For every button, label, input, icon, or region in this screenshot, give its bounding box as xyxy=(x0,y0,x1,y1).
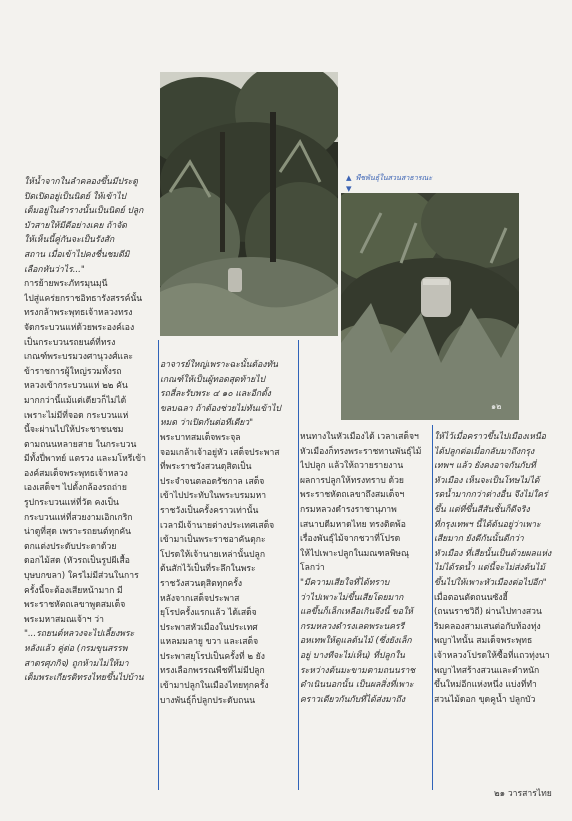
text-line: โปรดให้เจ้านายเหล่านั้นปลูก xyxy=(160,549,266,560)
text-line: เข้ามาเป็นพระราชอาคันตุกะ xyxy=(160,535,266,546)
text-line: ทรงเลือกพรรณพืชที่ไม่มีปลูก xyxy=(160,666,265,677)
text-line: หลังจากเสด็จประพาส xyxy=(160,593,240,604)
text-line: แหลมมลายู ขวา และเสด็จ xyxy=(160,637,259,648)
text-line: ให้ไปเพาะปลูกในมณฑลพิษณุ xyxy=(300,548,410,559)
garden-photo-top xyxy=(160,72,338,336)
text-line: รถสี่ละรับพระ ๔ ๑๐ และอีกตั้ง xyxy=(160,389,271,400)
column-rule-1 xyxy=(158,340,159,790)
text-line: ขึ้นใหม่อีกแห่งหนึ่ง แบ่งที่ทำ xyxy=(434,680,537,691)
text-column-4 xyxy=(434,430,562,707)
text-line: พญาไทสร้างสวนและตำหนัก xyxy=(434,665,540,676)
text-line: บัวสายให้มีดีอย่างเคย ถ้าจัด xyxy=(24,220,127,231)
text-line: เองเสด็จฯ ไปตั้งกล้องรถถ่าย xyxy=(24,483,127,494)
text-line: ไม่ได้รดน้ำ แต่นี้จะไม่ส่งต้นไม้ xyxy=(434,563,546,574)
text-line: แลขึ้นก็เล็กเหลือเกินจึงนี้ ขอให้ xyxy=(300,607,413,618)
text-line: หลังแล้ว คู่ต่อ (กรมขุนสรรพ xyxy=(24,644,128,654)
text-column-1 xyxy=(24,175,158,686)
text-line: ดอกไม้สด (หัวรถเป็นรูปผีเสื้อ xyxy=(24,556,130,567)
text-line: เวลามีเจ้านายต่างประเทศเสด็จ xyxy=(160,520,275,531)
text-line: การย้ายพระภัทรมุนมุนี xyxy=(24,279,108,290)
text-line: ประพาสหัวเมืองในประเทศ xyxy=(160,622,258,633)
text-line: ที่กรุงเทพฯ นี้ได้ต้นอยู่ว่าเพาะ xyxy=(434,519,541,530)
text-line: องค์สมเด็จพระพุทธเจ้าหลวง xyxy=(24,468,128,479)
text-line: กระบวนแห่ที่สวยงามเอิกเกริก xyxy=(24,512,133,523)
text-line: ให้น้ำจากในลำคลองขึ้นมีประตู xyxy=(24,177,138,187)
text-line: เข้ามาปลูกในเมืองไทยทุกครั้ง xyxy=(160,681,269,692)
text-line: ให้ไว้เมื่อคราวขึ้นไปเมืองเหนือ xyxy=(434,432,546,442)
text-line: สาตรศุภกิจ) ถูกห้ามไม่ให้มา xyxy=(24,658,129,669)
text-line: คราวเดียวกันกับที่ได้ส่งมาถึง xyxy=(300,694,406,705)
text-line: อาจารย์ใหญ่เพราะฉะนั้นต้องทัน xyxy=(160,360,279,370)
text-line: (ถนนราชวิถี) ผ่านไปทางสวน xyxy=(434,607,542,618)
text-line: ไปปลูก แล้วให้ถวายรายงาน xyxy=(300,461,404,472)
text-line: เทพฯ แล้ว ยังคงอาจกันกับที่ xyxy=(434,461,536,472)
text-line: สถาน เมื่อเข้าไปคงชื่นชมดีมิ xyxy=(24,249,130,260)
text-line: นี้จะผ่านไปให้ประชาชนชม xyxy=(24,425,124,436)
text-line: กรมหลวงดำรงราชานุภาพ xyxy=(300,504,397,515)
text-line: ประจำจนตลอดรัชกาล เสด็จ xyxy=(160,476,265,487)
text-line: ยุโรปครั้งแรกแล้ว ได้เสด็จ xyxy=(160,608,257,619)
text-line: "...รถยนต์หลวงจะไปเลี้ยงพระ xyxy=(24,629,135,640)
text-line: ต้นสักไว้เป็นที่ระลึกในพระ xyxy=(160,564,256,575)
text-line: เกณฑ์ให้เป็นผู้ทอดสุดท้ายไป xyxy=(160,374,265,385)
text-line: ได้ปลูกต่อเมื่อกลับมาถึงกรุง xyxy=(434,446,535,457)
text-line: เกณฑ์พระบรมวงศานุวงศ์และ xyxy=(24,352,133,363)
text-line: ราชวังเป็นครั้งคราวเท่านั้น xyxy=(160,505,259,516)
page-footer: ๒๑ วารสารไทย xyxy=(494,789,552,799)
text-line: บุษบกขลา) ใครไม่มีส่วนในการ xyxy=(24,571,139,582)
text-line: บางพันธุ์ก็ปลูกประดับถนน xyxy=(160,695,256,706)
text-line: น่าดูที่สุด เพราะรถยนต์ทุกคัน xyxy=(24,527,131,538)
photo-number-label: ๑๒ xyxy=(491,402,502,411)
text-line: มีทั้งปี่พาทย์ แตรวง และมโหรีเข้า xyxy=(24,454,147,465)
text-line: ขลบฉลา ถ้าต้องช่วยไม่ทันเข้าไป xyxy=(160,403,281,414)
text-line: ตามถนนหลายสาย ในกระบวน xyxy=(24,439,137,450)
text-line: หมด ว่าเปิดกันต่อทีเดียว" xyxy=(160,418,254,429)
text-line: เลือกหันว่าไร..." xyxy=(24,264,85,275)
column-rule-2 xyxy=(298,340,299,790)
text-line: ขึ้นไปให้เพาะหัวเมืองต่อไปอีก" xyxy=(434,577,547,588)
gravestone-garden-image xyxy=(341,193,519,420)
text-column-3 xyxy=(300,430,436,707)
text-line: ที่พระราชวังสวนดุสิตเป็น xyxy=(160,462,252,473)
text-line: หลวงเข้ากระบวนแห่ ๒๒ คัน xyxy=(24,381,128,392)
text-line: "มีความเสียใจที่ได้ทราบ xyxy=(300,577,390,588)
text-line: หัวเมือง ที่เสียนั้นเป็นด้วยผลแห่ง xyxy=(434,548,552,559)
text-line: อหเทพให้ดูแลต้นไม้ (ซึ่งยังเล็ก xyxy=(300,636,412,647)
text-line: เพราะไม่มีที่จอด กระบวนแห่ xyxy=(24,410,129,421)
text-line: พระมหาสมณเจ้าฯ ว่า xyxy=(24,614,104,625)
text-line: พระราชหัตถเลขาถึงสมเด็จฯ xyxy=(300,490,405,501)
photo-caption xyxy=(346,172,516,194)
text-line: ไปสู่แคร่ยกราชอิทธารังสรรค์นั้น xyxy=(24,293,143,304)
text-line: รูปกระบวนแห่ที่วัด คงเป็น xyxy=(24,498,119,509)
text-line: หนทางในหัวเมืองได้ เวลาเสด็จฯ xyxy=(300,432,419,442)
text-line: ราชวังสวนดุสิตทุกครั้ง xyxy=(160,578,243,589)
text-line: จอมเกล้าเจ้าอยู่หัว เสด็จประพาส xyxy=(160,447,280,458)
text-line: อยู่ บางทีจะไม่เห็น) ที่ปลูกใน xyxy=(300,650,405,661)
text-line: เสียมาก ยังดีกันนั้นดีกว่า xyxy=(434,534,524,545)
text-line: เจ้าหลวงโปรดให้ซื้อที่แถวทุ่งนา xyxy=(434,650,550,661)
text-line: มากกว่านี้แม้แต่เดียวก็ไม่ได้ xyxy=(24,395,127,406)
text-line: เมื่อตอนตัดถนนซังฮี้ xyxy=(434,592,508,603)
text-line: หัวเมืองก็ทรงพระราชทานพันธุ์ไม้ xyxy=(300,446,422,457)
caption-marker-down: ▼ xyxy=(346,184,352,194)
caption-marker-up: ▲ xyxy=(346,173,352,182)
text-line: ดำเนินนอกนั้น เป็นผลสิ่งที่เพาะ xyxy=(300,680,414,691)
text-line: จัดกระบวนแห่ด้วยพระองค์เอง xyxy=(24,322,135,333)
text-line: เป็นกระบวนรถยนต์ที่ทรง xyxy=(24,337,116,348)
text-line: โลกว่า xyxy=(300,563,325,574)
text-line: เต็มอยู่ในลำรางนั้นเป็นนิตย์ ปลูก xyxy=(24,206,144,217)
text-line: ตกแต่งประดับประดาด้วย xyxy=(24,541,117,552)
garden-photo-right xyxy=(341,193,519,420)
text-line: ผลการปลูกให้ทรงทราบ ด้วย xyxy=(300,475,404,486)
text-line: ว่าไปเพาะไม่ขึ้นเสียโดยมาก xyxy=(300,592,404,603)
text-line: รดน้ำมากกว่าต่างอื่น จึงไม่ใคร่ xyxy=(434,490,548,501)
text-line: กรมหลวงดำรงเลดพระนครรี xyxy=(300,621,405,632)
text-line: ระหว่างต้นมะขามตามถนนราช xyxy=(300,665,416,676)
text-line: พญาไทนั้น สมเด็จพระพุทธ xyxy=(434,636,533,647)
text-line: ทรงกล้าพระพุทธเจ้าหลวงทรง xyxy=(24,308,133,319)
text-line: ให้เห็นนี้คู่กันจะเป็นรังสัก xyxy=(24,235,115,246)
text-line: หัวเมือง เห็นจะเป็นโทษไม่ได้ xyxy=(434,475,540,486)
text-line: พระบาทสมเด็จพระจุล xyxy=(160,432,241,443)
text-line: ขึ้น แต่ที่ขึ้นสีสันชั้นก็ดีจริง xyxy=(434,504,530,515)
text-line: เข้าไปประทับในพระบรมมหา xyxy=(160,491,267,502)
text-line: ปิดเปิดอยู่เป็นนิตย์ ให้เข้าไป xyxy=(24,191,126,202)
text-line: ข้าราชการผู้ใหญ่รวมทั้งรถ xyxy=(24,366,122,377)
jungle-garden-image xyxy=(160,72,338,336)
text-line: ครั้งนี้จะต้องเสียหน้ามาก มี xyxy=(24,585,123,596)
text-line: ริมคลองสามเสนต่อกับท้องทุ่ง xyxy=(434,621,541,632)
text-line: เต็มพระเกียรติทรงไทยขึ้นไปบ้าน xyxy=(24,673,144,684)
text-line: เสนาบดีมหาดไทย ทรงติดพ้อ xyxy=(300,519,406,530)
caption-text: พืชพันธุ์ในสวนสาธารณะ xyxy=(355,173,433,182)
text-line: ประพาสยุโรปเป็นครั้งที่ ๒ ยัง xyxy=(160,651,265,662)
text-line: เรื่องพันธุ์ไม้จากชวาที่โปรด xyxy=(300,534,401,545)
text-line: สวนไม้ดอก ขุดคูน้ำ ปลูกบัว xyxy=(434,694,536,705)
text-line: พระราชหัตถเลขาพูดสมเด็จ xyxy=(24,600,126,611)
text-column-2 xyxy=(160,358,298,708)
